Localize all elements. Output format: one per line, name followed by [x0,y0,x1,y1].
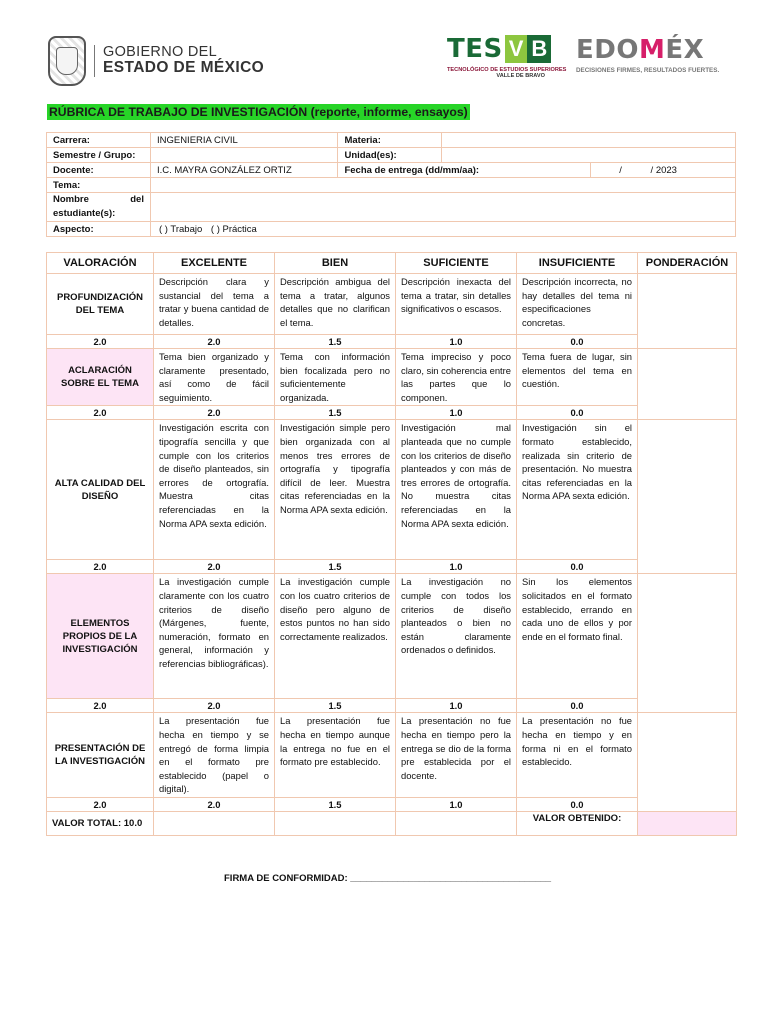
ponderacion-cell[interactable] [638,274,737,349]
rubric-row [47,274,737,335]
edomex-pre: EDO [576,35,639,65]
score-max: 2.0 [47,406,154,420]
unidad-label: Unidad(es): [338,148,441,163]
score-insuficiente: 0.0 [517,560,638,574]
score-max: 2.0 [47,560,154,574]
valor-total: VALOR TOTAL: 10.0 [47,811,154,835]
rubric-row [47,420,737,560]
aspecto-trabajo-checkbox[interactable]: ( ) Trabajo [158,223,203,235]
edomex-m: M [638,35,666,65]
rubric-table [46,252,737,836]
excelente-cell: Descripción clara y sustancial del tema a tratar y buena cantidad de detalles. [154,274,275,335]
edomex-logo [576,34,734,74]
docente-label: Docente: [47,163,151,178]
criterion-cell: PRESENTACIÓN DE LA INVESTIGACIÓN [47,713,154,798]
nombre-label [47,193,151,222]
bien-cell: Investigación simple pero bien organizada con al menos tres errores de ortografía y tipografía difícil de leer. Muestra citas referenciadas en la Norma APA sexta edición. [275,420,396,560]
insuficiente-cell: Investigación sin el formato establecido, realizada sin criterio de presentación. No muestra citas referenciadas en la Norma APA sexta edición. [517,420,638,560]
excelente-cell: La presentación fue hecha en tiempo y se entregó de forma limpia en el formato pre establecido (papel o digital). [154,713,275,798]
criterion-cell: ALTA CALIDAD DEL DISEÑO [47,420,154,560]
score-suficiente: 1.0 [396,699,517,713]
score-excelente: 2.0 [154,335,275,349]
nombre-label-1: Nombre [53,194,89,205]
semestre-field[interactable] [150,148,337,163]
score-insuficiente: 0.0 [517,406,638,420]
valor-obtenido-field[interactable] [638,811,737,835]
semestre-label: Semestre / Grupo: [47,148,151,163]
header-ponderacion: PONDERACIÓN [638,253,737,274]
gobierno-estado-mexico-logo [48,36,264,86]
fecha-sep: / [619,164,622,176]
suficiente-cell: Tema impreciso y poco claro, sin coherencia entre las partes que lo componen. [396,349,517,406]
score-row [47,335,737,349]
criterion-cell: ACLARACIÓN SOBRE EL TEMA [47,349,154,406]
nombre-field[interactable] [150,193,735,222]
score-max: 2.0 [47,335,154,349]
score-bien: 1.5 [275,699,396,713]
total-empty-3 [396,811,517,835]
rubric-row [47,349,737,406]
student-info-table [46,132,736,237]
tes-b-letter: B [527,35,551,63]
tes-subtitle: TECNOLÓGICO DE ESTUDIOS SUPERIORES [447,67,567,73]
excelente-cell: Investigación escrita con tipografía sencilla y que cumple con los criterios de diseño planteados, sin errores de ortografía. Muestra citas referenciadas en la Norma APA sexta edición. [154,420,275,560]
edomex-slogan: DECISIONES FIRMES, RESULTADOS FUERTES. [576,67,720,74]
score-bien: 1.5 [275,797,396,811]
suficiente-cell: Investigación mal planteada que no cumple con los criterios de diseño planteados y con más de tres errores de ortografía. No muestra citas referenciadas en la Norma APA sexta edición. [396,420,517,560]
score-suficiente: 1.0 [396,335,517,349]
header-bien: BIEN [275,253,396,274]
ponderacion-cell[interactable] [638,420,737,574]
aspecto-field[interactable] [150,222,735,237]
gob-line2: ESTADO DE MÉXICO [103,59,265,77]
ponderacion-cell[interactable] [638,713,737,812]
ponderacion-cell[interactable] [638,349,737,420]
total-row [47,811,737,835]
total-empty-1 [154,811,275,835]
ponderacion-cell[interactable] [638,574,737,713]
total-empty-2 [275,811,396,835]
score-suficiente: 1.0 [396,797,517,811]
score-insuficiente: 0.0 [517,797,638,811]
score-max: 2.0 [47,797,154,811]
aspecto-label: Aspecto: [47,222,151,237]
coat-of-arms-icon [48,36,86,86]
score-row [47,560,737,574]
score-excelente: 2.0 [154,560,275,574]
valor-obtenido-label: VALOR OBTENIDO: [517,811,638,835]
header-insuficiente: INSUFICIENTE [517,253,638,274]
tesvb-logo [447,34,575,79]
tes-wordmark: TES [447,34,503,64]
excelente-cell: La investigación cumple claramente con los cuatro criterios de diseño (Márgenes, fuente, numeración, formato en general, información y referencias bibliográficas). [154,574,275,699]
insuficiente-cell: Tema fuera de lugar, sin elementos del tema en cuestión. [517,349,638,406]
criterion-cell: PROFUNDIZACIÓN DEL TEMA [47,274,154,335]
excelente-cell: Tema bien organizado y claramente presentado, así como de fácil seguimiento. [154,349,275,406]
firma-conformidad[interactable]: FIRMA DE CONFORMIDAD: ______________________________________ [224,873,552,884]
score-excelente: 2.0 [154,406,275,420]
gob-line1: GOBIERNO DEL [103,44,217,61]
fecha-label: Fecha de entrega (dd/mm/aa): [338,163,591,178]
insuficiente-cell: Sin los elementos solicitados en el formato establecido, errando en cada uno de ellos y por ende en el formato final. [517,574,638,699]
score-row [47,797,737,811]
suficiente-cell: La presentación no fue hecha en tiempo pero la entrega se dio de la forma pre establecida por el docente. [396,713,517,798]
tema-label: Tema: [47,178,151,193]
tema-field[interactable] [150,178,735,193]
score-excelente: 2.0 [154,699,275,713]
score-row [47,699,737,713]
bien-cell: Descripción ambigua del tema a tratar, algunos detalles que no clarifican el tema. [275,274,396,335]
edomex-post: ÉX [665,35,705,65]
rubric-row [47,713,737,798]
tes-v-letter: V [505,35,528,63]
header-valoracion: VALORACIÓN [47,253,154,274]
score-bien: 1.5 [275,335,396,349]
insuficiente-cell: Descripción incorrecta, no hay detalles del tema ni especificaciones concretas. [517,274,638,335]
fecha-year: / 2023 [650,164,677,176]
tes-location: VALLE DE BRAVO [496,73,545,79]
score-insuficiente: 0.0 [517,335,638,349]
docente-field[interactable]: I.C. MAYRA GONZÁLEZ ORTIZ [150,163,337,178]
header-excelente: EXCELENTE [154,253,275,274]
rubric-header-row [47,253,737,274]
bien-cell: La presentación fue hecha en tiempo aunque la entrega no fue en el formato pre establecido. [275,713,396,798]
score-bien: 1.5 [275,406,396,420]
score-suficiente: 1.0 [396,406,517,420]
carrera-label: Carrera: [47,133,151,148]
insuficiente-cell: La presentación no fue hecha en tiempo y en forma ni en el formato establecido. [517,713,638,798]
materia-label: Materia: [338,133,441,148]
score-suficiente: 1.0 [396,560,517,574]
aspecto-practica-checkbox[interactable]: ( ) Práctica [210,223,257,235]
nombre-label-2: del [130,194,144,205]
score-max: 2.0 [47,699,154,713]
score-row [47,406,737,420]
score-insuficiente: 0.0 [517,699,638,713]
carrera-field[interactable]: INGENIERIA CIVIL [150,133,337,148]
document-title: RÚBRICA DE TRABAJO DE INVESTIGACIÓN (reporte, informe, ensayos) [49,105,468,119]
suficiente-cell: La investigación no cumple con todos los criterios de diseño planteados o bien no están claramente ordenados o definidos. [396,574,517,699]
rubric-row [47,574,737,699]
score-excelente: 2.0 [154,797,275,811]
unidad-field[interactable] [441,148,735,163]
materia-field[interactable] [441,133,735,148]
nombre-label-3: estudiante(s): [53,208,116,219]
criterion-cell: ELEMENTOS PROPIOS DE LA INVESTIGACIÓN [47,574,154,699]
header-suficiente: SUFICIENTE [396,253,517,274]
bien-cell: Tema con información bien focalizada pero no suficientemente organizada. [275,349,396,406]
score-bien: 1.5 [275,560,396,574]
fecha-field[interactable] [591,163,736,178]
suficiente-cell: Descripción inexacta del tema a tratar, sin detalles significativos o escasos. [396,274,517,335]
bien-cell: La investigación cumple con los cuatro criterios de diseño pero alguno de estos puntos no han sido correctamente realizados. [275,574,396,699]
